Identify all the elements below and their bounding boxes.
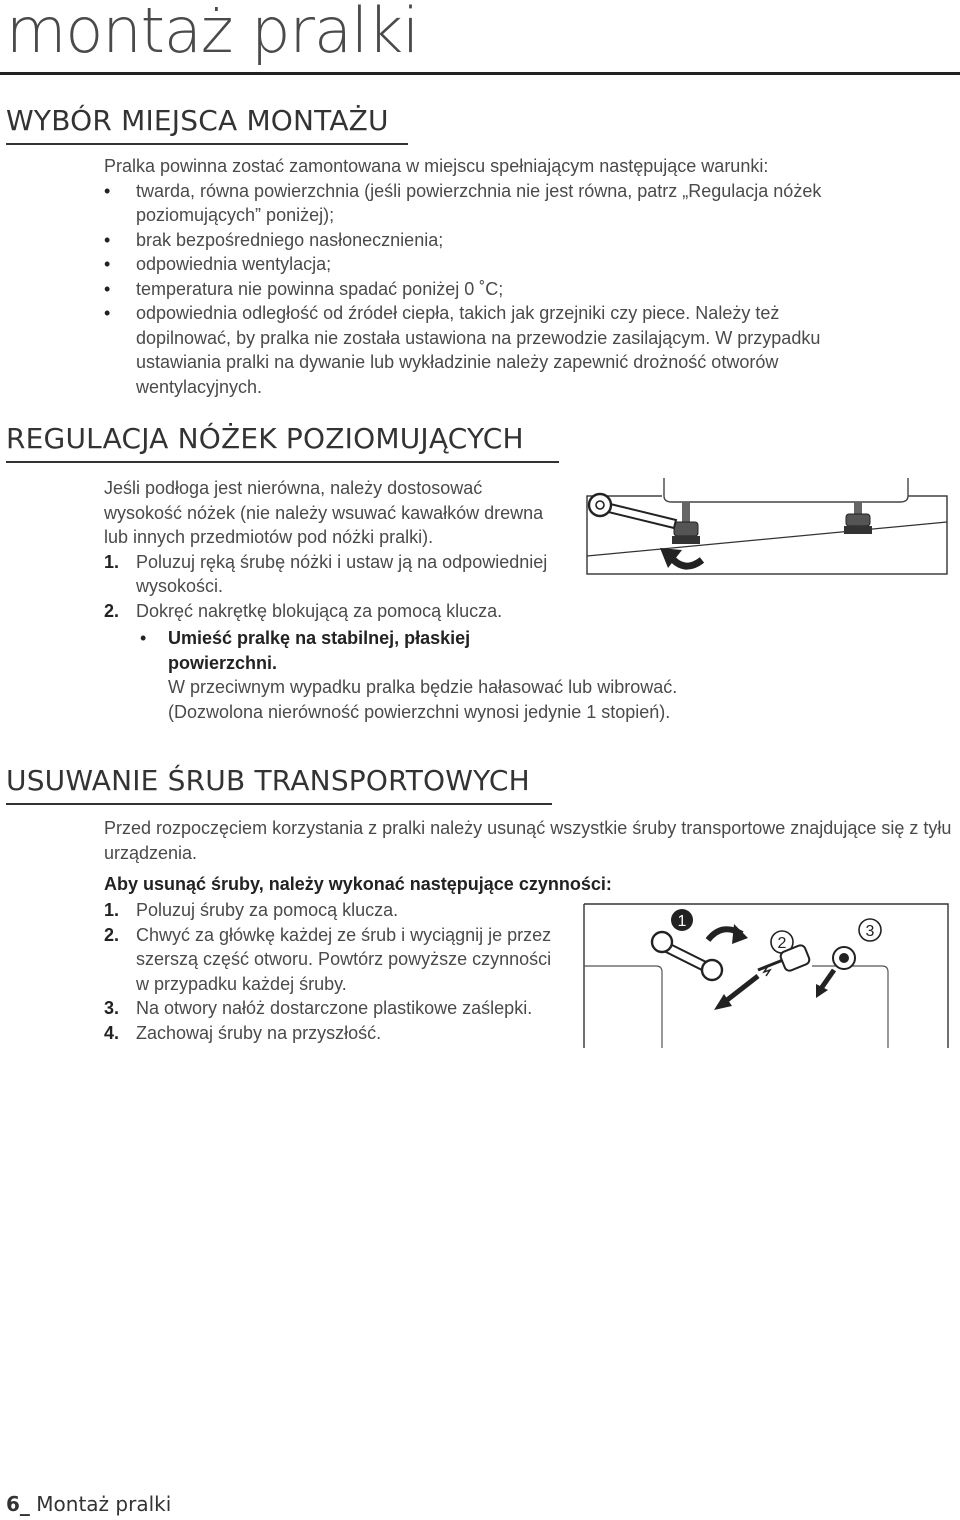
step-marker-1 <box>671 909 693 931</box>
step-number: 2. <box>104 924 120 945</box>
list-item: • brak bezpośredniego nasłonecznienia; <box>104 228 864 253</box>
noise-warning: W przeciwnym wypadku pralka będzie hałasować lub wibrować. <box>168 677 678 697</box>
section-underline <box>6 803 552 805</box>
page-number: 6_ <box>6 1492 30 1516</box>
list-item <box>104 550 554 599</box>
transport-steps <box>104 898 584 1045</box>
section-underline <box>6 143 408 145</box>
site-selection-intro: Pralka powinna zostać zamontowana w miejscu spełniającym następujące warunki: <box>104 156 769 176</box>
list-item <box>104 923 566 997</box>
marker-label: 2 <box>777 935 787 952</box>
leveling-intro: Jeśli podłoga jest nierówna, należy dostosować wysokość nóżek (nie należy wsuwać kawałków drewna lub innych przedmiotów pod nóżki pralki). <box>104 478 544 547</box>
plastic-cap-icon <box>833 947 855 969</box>
site-requirements-list <box>104 179 864 400</box>
instructions-subheading: Aby usunąć śruby, należy wykonać następujące czynności: <box>104 874 612 894</box>
section-heading-site-selection: WYBÓR MIEJSCA MONTAŻU <box>6 104 389 137</box>
marker-label: 1 <box>677 913 687 930</box>
section-heading-transport-bolts: USUWANIE ŚRUB TRANSPORTOWYCH <box>6 764 530 797</box>
transport-bolts-intro <box>104 816 960 865</box>
transport-bolts-illustration <box>582 900 950 1050</box>
leveling-note <box>104 626 804 724</box>
transport-steps-body <box>104 898 584 1045</box>
leveling-body <box>104 476 554 623</box>
transport-subheading <box>104 872 804 897</box>
title-divider <box>0 72 960 75</box>
step-number: 1. <box>104 551 120 572</box>
footer-section-title: Montaż pralki <box>29 1492 172 1516</box>
list-item <box>104 898 584 923</box>
section-heading-leveling-feet: REGULACJA NÓŻEK POZIOMUJĄCYCH <box>6 422 524 455</box>
stable-surface-text: Umieść pralkę na stabilnej, płaskiej powierzchni. <box>168 628 471 673</box>
insert-arrow-icon <box>820 970 834 990</box>
tolerance-note: (Dozwolona nierówność powierzchni wynosi jedynie 1 stopień). <box>168 701 671 722</box>
list-item <box>104 1021 584 1046</box>
page-title: montaż pralki <box>6 0 419 67</box>
step-marker-3 <box>859 919 881 941</box>
step-text: Na otwory nałóż dostarczone plastikowe zaślepki. <box>136 998 533 1018</box>
list-item <box>104 996 584 1021</box>
marker-label: 3 <box>865 923 875 940</box>
list-item: • odpowiednia odległość od źródeł ciepła, takich jak grzejniki czy piece. Należy też dopilnować, by pralka nie została ustawiona na przewodzie zasilającym. W przypadku ustawiania pralki na dywanie lub wykładzinie należy zapewnić drożność otworów wentylacyjnych. <box>104 301 864 399</box>
site-selection-body <box>104 154 864 399</box>
leveling-steps <box>104 550 554 624</box>
list-item <box>104 599 554 624</box>
list-item: • twarda, równa powierzchnia (jeśli powierzchnia nie jest równa, patrz „Regulacja nóżek poziomujących” poniżej); <box>104 179 864 228</box>
bullet-dot: • <box>140 628 147 648</box>
leveling-feet-illustration <box>586 478 948 576</box>
list-item: • odpowiednia wentylacja; <box>104 252 864 277</box>
step-number: 4. <box>104 1022 120 1043</box>
step-text: Poluzuj ręką śrubę nóżki i ustaw ją na odpowiedniej wysokości. <box>136 551 548 596</box>
step-number: 3. <box>104 998 120 1018</box>
step-text: Dokręć nakrętkę blokującą za pomocą klucza. <box>136 600 503 621</box>
page-footer <box>6 1492 171 1516</box>
transport-intro-text: Przed rozpoczęciem korzystania z pralki należy usunąć wszystkie śruby transportowe znajdujące się z tyłu urządzenia. <box>104 818 952 863</box>
step-number: 1. <box>104 900 120 920</box>
step-text: Poluzuj śruby za pomocą klucza. <box>136 900 399 920</box>
step-text: Zachowaj śruby na przyszłość. <box>136 1022 382 1043</box>
section-underline <box>6 461 559 463</box>
stable-surface-note <box>104 626 548 675</box>
list-item: • temperatura nie powinna spadać poniżej 0 ˚C; <box>104 277 864 302</box>
step-number: 2. <box>104 600 120 621</box>
step-text: Chwyć za główkę każdej ze śrub i wyciągnij je przez szerszą część otworu. Powtórz powyższe czynności w przypadku każdej śruby. <box>136 924 552 994</box>
